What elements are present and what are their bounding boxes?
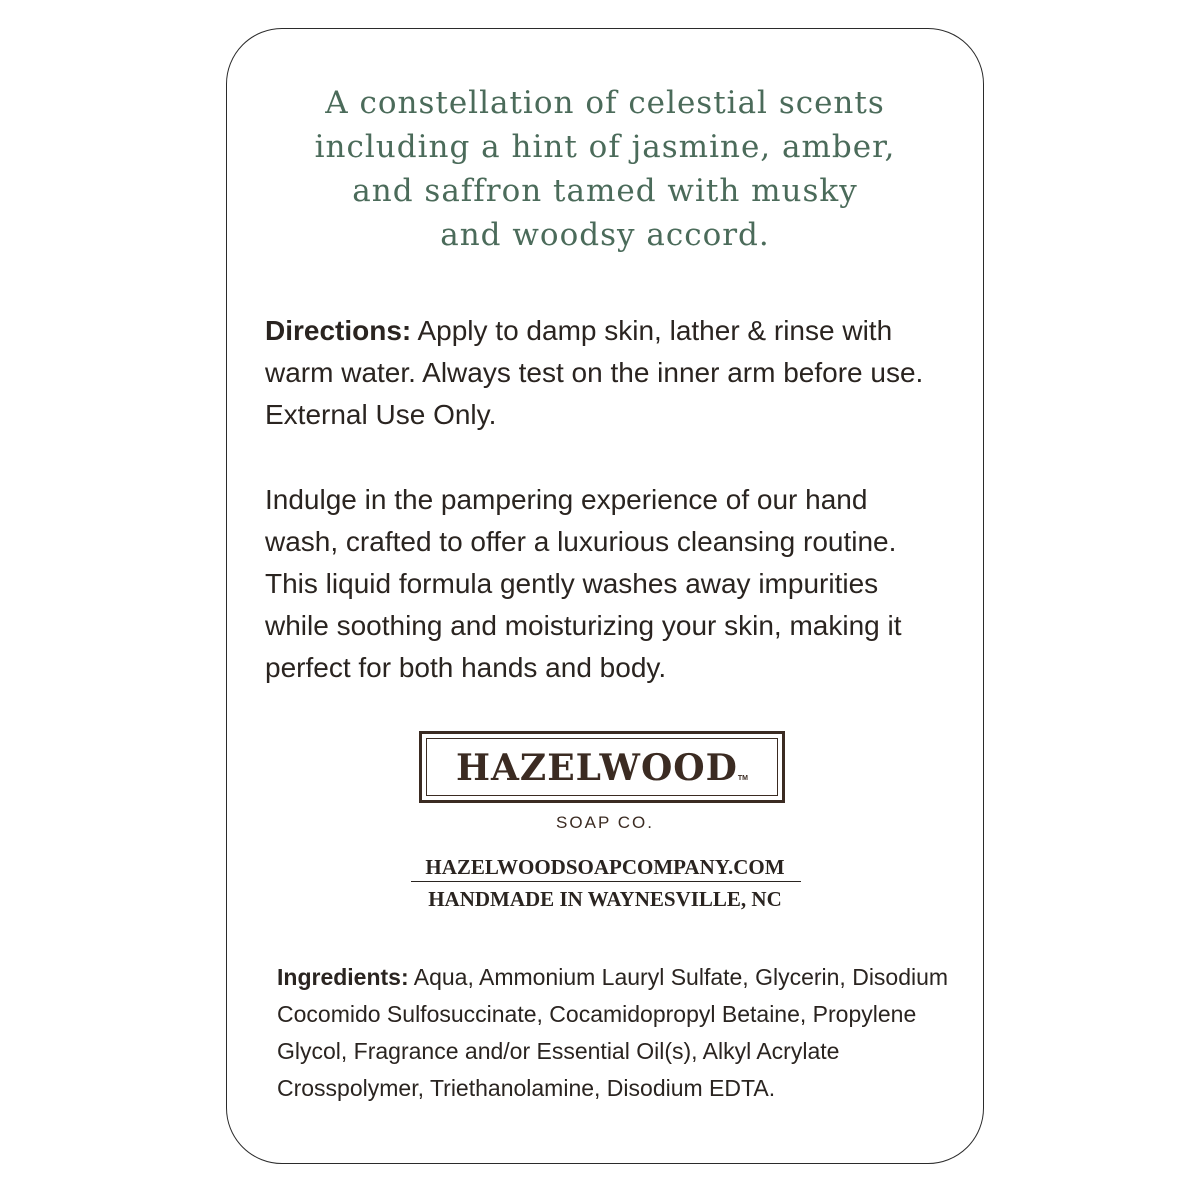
brand-logo-wordmark (422, 748, 782, 799)
scent-line-1: A constellation of celestial scents (325, 85, 885, 121)
ingredients-label: Ingredients: (277, 964, 409, 990)
scent-line-2: including a hint of jasmine, amber, (314, 129, 896, 165)
brand-logo (419, 731, 785, 803)
directions-block (265, 310, 959, 436)
description-line-1: Indulge in the pampering experience of our hand (265, 484, 868, 515)
divider-line (411, 881, 801, 882)
website-text: HAZELWOODSOAPCOMPANY.COM (425, 855, 785, 879)
brand-name: HAZELWOOD (455, 747, 738, 789)
brand-subtitle: SOAP CO. (556, 813, 654, 832)
ingredients-text-1: Aqua, Ammonium Lauryl Sulfate, Glycerin, Disodium (408, 964, 949, 990)
scent-line-4: and woodsy accord. (440, 217, 770, 253)
ingredients-block (277, 959, 953, 1107)
description-line-5: perfect for both hands and body. (265, 652, 667, 683)
scent-description (227, 81, 983, 257)
ingredients-line-3: Glycol, Fragrance and/or Essential Oil(s), Alkyl Acrylate (277, 1038, 840, 1064)
ingredients-line-4: Crosspolymer, Triethanolamine, Disodium EDTA. (277, 1075, 776, 1101)
product-description (265, 479, 959, 689)
trademark-mark: TM (737, 775, 748, 782)
origin-text: HANDMADE IN WAYNESVILLE, NC (428, 887, 782, 911)
description-line-3: This liquid formula gently washes away impurities (265, 568, 879, 599)
directions-line-1 (265, 310, 959, 352)
scent-line-3: and saffron tamed with musky (352, 173, 858, 209)
directions-line-2: warm water. Always test on the inner arm before use. (265, 357, 924, 388)
directions-line-3: External Use Only. (265, 399, 497, 430)
product-label-card (226, 28, 984, 1164)
directions-label: Directions: (265, 315, 412, 346)
description-line-4: while soothing and moisturizing your skin, making it (265, 610, 902, 641)
directions-text-1: Apply to damp skin, lather & rinse with (411, 315, 893, 346)
description-line-2: wash, crafted to offer a luxurious cleansing routine. (265, 526, 897, 557)
ingredients-line-1 (277, 959, 953, 996)
ingredients-line-2: Cocomido Sulfosuccinate, Cocamidopropyl Betaine, Propylene (277, 1001, 917, 1027)
